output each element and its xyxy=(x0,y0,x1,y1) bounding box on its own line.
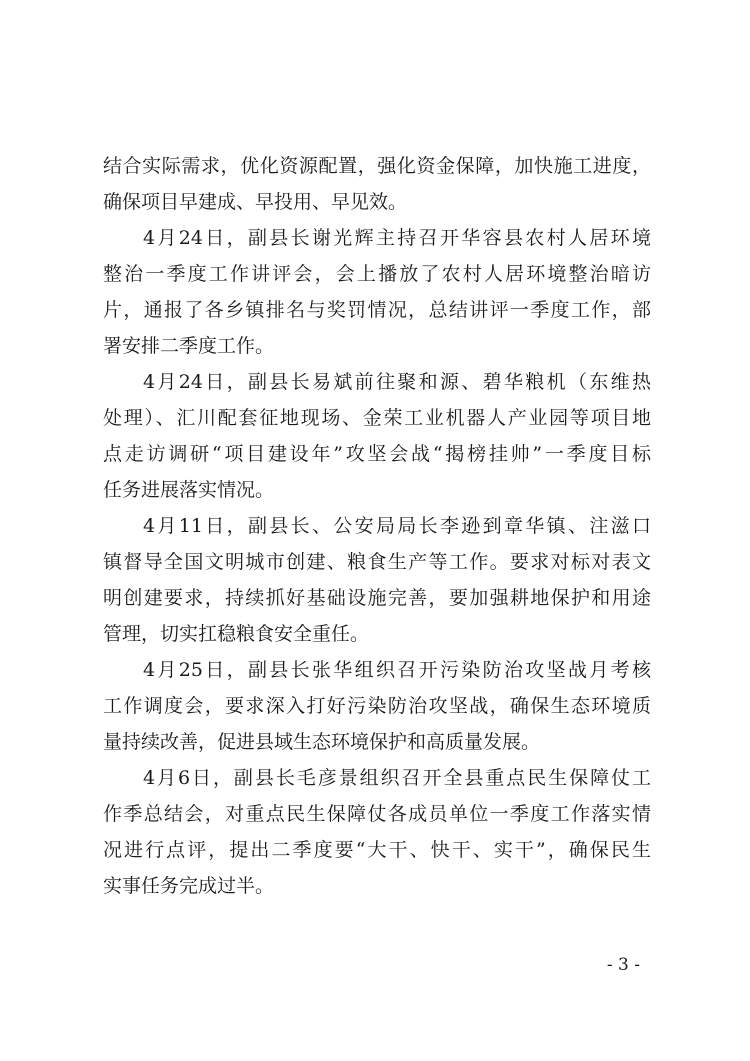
paragraph-5 xyxy=(103,652,651,760)
text-line: 管理，切实扛稳粮食安全重任。 xyxy=(103,623,370,645)
text-line: 结合实际需求，优化资源配置，强化资金保障，加快施工进度， xyxy=(103,155,651,177)
document-body xyxy=(103,148,651,904)
text-line: 片，通报了各乡镇排名与奖罚情况，总结讲评一季度工作，部 xyxy=(103,299,651,321)
text-line: 镇督导全国文明城市创建、粮食生产等工作。要求对标对表文 xyxy=(103,551,651,573)
text-line: 4月24日，副县长易斌前往聚和源、碧华粮机（东维热 xyxy=(143,371,651,393)
text-line: 整治一季度工作讲评会，会上播放了农村人居环境整治暗访 xyxy=(103,263,651,285)
text-line: 4月6日，副县长毛彦景组织召开全县重点民生保障仗工 xyxy=(143,767,651,789)
page-number: - 3 - xyxy=(606,955,640,975)
text-line: 点走访调研“项目建设年”攻坚会战“揭榜挂帅”一季度目标 xyxy=(103,443,651,465)
text-line: 4月24日，副县长谢光辉主持召开华容县农村人居环境 xyxy=(143,227,651,249)
text-line: 确保项目早建成、早投用、早见效。 xyxy=(103,191,408,213)
paragraph-3 xyxy=(103,364,651,508)
text-line: 实事任务完成过半。 xyxy=(103,875,275,897)
text-line: 处理）、汇川配套征地现场、金荣工业机器人产业园等项目地 xyxy=(103,407,651,429)
text-line: 作季总结会，对重点民生保障仗各成员单位一季度工作落实情 xyxy=(103,803,651,825)
text-line: 署安排二季度工作。 xyxy=(103,335,275,357)
text-line: 4月11日，副县长、公安局局长李逊到章华镇、注滋口 xyxy=(143,515,651,537)
text-line: 工作调度会，要求深入打好污染防治攻坚战，确保生态环境质 xyxy=(103,695,651,717)
text-line: 况进行点评，提出二季度要“大干、快干、实干”，确保民生 xyxy=(103,839,651,861)
text-line: 明创建要求，持续抓好基础设施完善，要加强耕地保护和用途 xyxy=(103,587,651,609)
paragraph-4 xyxy=(103,508,651,652)
text-line: 量持续改善，促进县域生态环境保护和高质量发展。 xyxy=(103,731,541,753)
text-line: 4月25日，副县长张华组织召开污染防治攻坚战月考核 xyxy=(143,659,651,681)
text-line: 任务进展落实情况。 xyxy=(103,479,275,501)
paragraph-6 xyxy=(103,760,651,904)
paragraph-1 xyxy=(103,148,651,220)
paragraph-2 xyxy=(103,220,651,364)
